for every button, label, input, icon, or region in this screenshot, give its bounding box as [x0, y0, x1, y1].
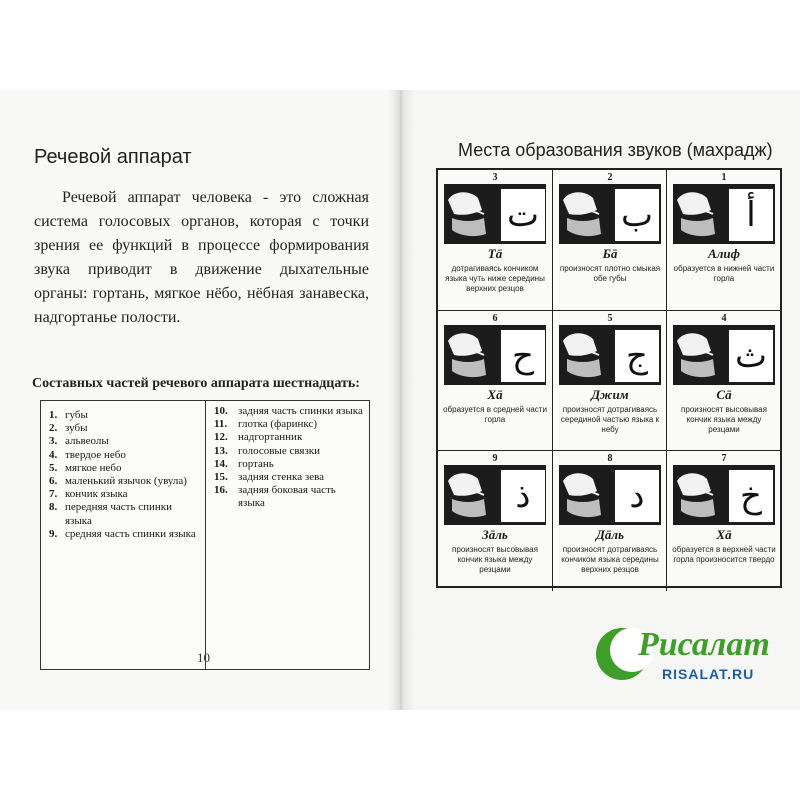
parts-column-left — [41, 401, 205, 669]
part-label: средняя часть спинки языка — [65, 527, 196, 540]
page-number: 10 — [197, 650, 210, 665]
part-number: 6. — [49, 475, 58, 488]
risalat-logo — [592, 622, 792, 692]
arabic-letter: أ — [728, 188, 774, 242]
part-number: 14. — [214, 457, 228, 470]
part-label: надгортанник — [238, 431, 303, 444]
part-number: 11. — [214, 418, 228, 431]
letter-description: образуется в средней части горла — [443, 405, 547, 424]
part-label: голосовые связки — [238, 444, 321, 457]
part-number: 7. — [49, 488, 58, 501]
part-number: 10. — [214, 405, 228, 417]
part-item — [49, 449, 199, 462]
makharij-row — [438, 310, 780, 451]
part-item — [49, 422, 199, 435]
part-number: 12. — [214, 431, 228, 444]
arabic-letter: ت — [500, 188, 546, 242]
part-item — [49, 475, 199, 488]
logo-text: Рисалат — [638, 626, 770, 663]
letter-name: Сā — [716, 387, 732, 402]
left-page — [0, 90, 405, 710]
part-item — [49, 435, 199, 448]
cell-number: 7 — [721, 453, 727, 464]
makharij-row — [438, 170, 780, 310]
letter-description: дотрагиваясь кончиком языка чуть ниже середины верхних резцов — [445, 264, 545, 293]
letter-description: произносят дотрагиваясь серединой частью языка к небу — [560, 405, 660, 434]
part-item — [214, 431, 363, 444]
makharij-cell — [438, 170, 552, 310]
arabic-letter: ذ — [500, 469, 546, 523]
makharij-cell — [666, 311, 780, 451]
part-number: 16. — [214, 484, 228, 497]
cell-number: 4 — [721, 313, 727, 324]
letter-description: произносят высовывая кончик языка между резцами — [452, 545, 538, 574]
makharij-cell — [552, 170, 666, 310]
book-gutter — [388, 90, 414, 710]
part-label: задняя стенка зева — [238, 471, 325, 484]
makharij-cell — [552, 451, 666, 591]
part-number: 2. — [49, 422, 58, 435]
makharij-cell — [666, 451, 780, 591]
arabic-letter: ب — [614, 188, 660, 242]
part-item — [214, 405, 363, 418]
parts-column-right — [205, 401, 369, 669]
cell-number: 6 — [492, 313, 498, 324]
cell-number: 2 — [607, 172, 613, 183]
letter-description: произносят высовывая кончик языка между резцами — [681, 405, 767, 434]
letter-name: Хā — [716, 527, 732, 542]
part-item — [49, 488, 199, 501]
makharij-cell — [552, 311, 666, 451]
arabic-letter: ث — [728, 329, 774, 383]
part-label: мягкое небо — [65, 461, 122, 474]
part-number: 3. — [49, 435, 58, 448]
part-number: 5. — [49, 461, 58, 474]
part-number: 1. — [49, 409, 58, 421]
part-label: альвеолы — [65, 435, 109, 448]
part-label: твердое небо — [65, 448, 126, 461]
makharij-cell — [438, 311, 552, 451]
arabic-letter: ج — [614, 329, 660, 383]
letter-description: произносят плотно смыкая обе губы — [559, 264, 661, 283]
letter-name: Зāль — [482, 527, 508, 542]
cell-number: 8 — [607, 453, 613, 464]
part-label: зубы — [65, 422, 88, 435]
parts-heading: Составных частей речевого аппарата шестнадцать: — [32, 376, 360, 391]
part-item — [49, 501, 199, 527]
cell-number: 9 — [492, 453, 498, 464]
part-label: гортань — [238, 457, 274, 470]
part-label: кончик языка — [65, 488, 128, 501]
makharij-grid — [436, 168, 782, 588]
part-item — [214, 471, 363, 484]
cell-number: 1 — [721, 172, 727, 183]
cell-number: 5 — [607, 313, 613, 324]
part-number: 13. — [214, 444, 228, 457]
intro-paragraph: Речевой аппарат человека - это сложная система голосовых органов, которая с точки зрения ее функций в процессе формирования звука приводит в движение дыхательные органы: гортань, мягкое нёбо, нёбная занавеска, надгортанье полости. — [34, 189, 369, 326]
makharij-cell — [666, 170, 780, 310]
part-label: задняя часть спинки языка — [238, 405, 363, 417]
cell-number: 3 — [492, 172, 498, 183]
part-label: маленький язычок (увула) — [65, 475, 187, 488]
letter-name: Алиф — [708, 246, 740, 261]
letter-name: Дāль — [596, 527, 624, 542]
part-item — [49, 409, 199, 422]
part-label: задняя боковая часть языка — [238, 484, 336, 510]
part-item — [214, 458, 363, 471]
part-item — [49, 528, 199, 541]
letter-name: Хā — [487, 387, 503, 402]
part-label: передняя часть спинки языка — [65, 501, 173, 527]
letter-name: Бā — [602, 246, 618, 261]
part-item — [49, 462, 199, 475]
part-item — [214, 418, 363, 431]
logo-subtext: RISALAT.RU — [662, 666, 755, 682]
part-number: 8. — [49, 501, 58, 514]
letter-description: образуется в верхней части горла произносится твердо — [672, 545, 776, 564]
arabic-letter: خ — [728, 469, 774, 523]
page-title: Речевой аппарат — [34, 146, 192, 168]
speech-parts-table — [40, 400, 370, 670]
letter-name: Джим — [591, 387, 629, 402]
letter-description: произносят дотрагиваясь кончиком языка середины верхних резцов — [561, 545, 659, 574]
part-item — [214, 445, 363, 458]
makharij-title: Места образования звуков (махрадж) — [458, 140, 773, 160]
part-number: 9. — [49, 527, 58, 540]
makharij-row — [438, 450, 780, 591]
part-number: 4. — [49, 448, 58, 461]
makharij-cell — [438, 451, 552, 591]
part-number: 15. — [214, 471, 228, 484]
letter-description: образуется в нижней части горла — [673, 264, 775, 283]
part-label: губы — [65, 409, 88, 421]
arabic-letter: د — [614, 469, 660, 523]
arabic-letter: ح — [500, 329, 546, 383]
letter-name: Тā — [487, 246, 503, 261]
part-item — [214, 484, 363, 510]
part-label: глотка (фаринкс) — [238, 418, 317, 431]
